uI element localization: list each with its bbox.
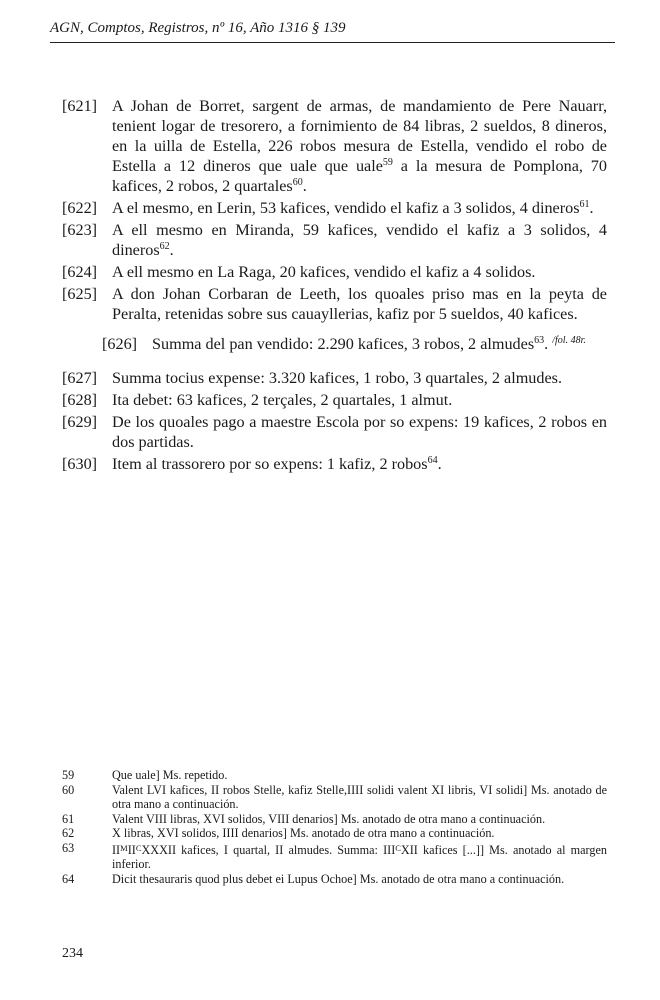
entries <box>62 96 607 476</box>
entry-625 <box>62 284 607 324</box>
entry-text: Summa tocius expense: 3.320 kafices, 1 robo, 3 quartales, 2 almudes. <box>112 369 563 387</box>
entry-number: [627] <box>62 369 98 387</box>
entry-number: [625] <box>62 285 98 303</box>
entry-text: A Johan de Borret, sargent de armas, de mandamiento de Pere Nauarr, tenient logar de tresorero, a fornimiento de 84 libras, 2 sueldos, 8 dineros, en la uilla de Estella, 226 robos mesura de Estella, vendido el robo de Estella a 12 dineros que uale que uale$^{59}$ a la mesura de Pomplona, 70 kafices, 2 robos, 2 quartales$^{60}$. <box>112 97 607 195</box>
footnote-text: X libras, XVI solidos, IIII denarios] Ms. anotado de otra mano a continuación. <box>112 826 495 840</box>
entry-text: A ell mesmo en La Raga, 20 kafices, vendido el kafiz a 4 solidos. <box>112 263 536 281</box>
footnote-number: 62 <box>62 826 75 840</box>
entry-text: Item al trassorero por so expens: 1 kafiz, 2 robos$^{64}$. <box>112 455 442 473</box>
footnote-number: 59 <box>62 768 75 782</box>
footnote-text: Valent VIII libras, XVI solidos, VIII denarios] Ms. anotado de otra mano a continuación. <box>112 811 546 826</box>
entry-628 <box>62 390 607 410</box>
entry-629 <box>62 412 607 452</box>
entry-text: De los quoales pago a maestre Escola por so expens: 19 kafices, 2 robos en dos partidas. <box>112 413 607 451</box>
entry-624 <box>62 262 607 282</box>
footnotes <box>62 768 607 886</box>
footnote-61 <box>62 812 607 827</box>
entry-number: [621] <box>62 97 98 115</box>
entry-621 <box>62 96 607 196</box>
entry-number: [624] <box>62 263 98 281</box>
entry-622 <box>62 198 607 218</box>
footnote-ref[interactable]: 62 <box>159 241 170 252</box>
footnote-62 <box>62 826 607 841</box>
entry-number: [626] <box>102 335 138 353</box>
footnote-number: 63 <box>62 840 75 855</box>
entry-number: [629] <box>62 413 98 431</box>
footnote-59 <box>62 768 607 783</box>
entry-627 <box>62 368 607 388</box>
footnote-text: Que uale] Ms. repetido. <box>112 768 228 782</box>
footnote-64 <box>62 872 607 887</box>
entry-number: [630] <box>62 455 98 473</box>
entry-number: [628] <box>62 391 98 409</box>
header-rule <box>50 42 615 43</box>
folio-mark: /fol. 48r. <box>552 335 586 346</box>
entry-626 <box>102 334 607 354</box>
footnote-ref[interactable]: 64 <box>427 455 438 466</box>
footnote-number: 64 <box>62 871 75 886</box>
entry-text: A ell mesmo en Miranda, 59 kafices, vendido el kafiz a 3 solidos, 4 dineros$^{62}$. <box>112 221 607 259</box>
entry-text: A don Johan Corbaran de Leeth, los quoales priso mas en la peyta de Peralta, retenidas sobre sus cauayllerias, kafiz por 5 sueldos, 40 kafices. <box>112 285 607 323</box>
footnote-ref[interactable]: 59 <box>382 157 393 168</box>
entry-number: [622] <box>62 199 98 217</box>
page-number: 234 <box>62 946 83 961</box>
footnote-number: 61 <box>62 811 75 826</box>
footnote-ref[interactable]: 63 <box>534 335 545 346</box>
entry-623 <box>62 220 607 260</box>
footnote-63 <box>62 841 607 872</box>
footnote-text: Dicit thesauraris quod plus debet ei Lupus Ochoe] Ms. anotado de otra mano a continuación. <box>112 871 565 886</box>
footnote-ref[interactable]: 60 <box>292 177 303 188</box>
footnote-number: 60 <box>62 782 75 797</box>
entry-text: Ita debet: 63 kafices, 2 terçales, 2 quartales, 1 almut. <box>112 391 453 409</box>
footnote-text: Valent LVI kafices, II robos Stelle, kafiz Stelle,IIII solidi valent XI libris, VI solidi] Ms. anotado de otra mano a continuación. <box>112 782 607 811</box>
footnote-60 <box>62 783 607 812</box>
running-header: AGN, Comptos, Registros, nº 16, Año 1316 § 139 <box>50 20 346 36</box>
entry-number: [623] <box>62 221 98 239</box>
footnote-text: $II^MII^CXXXII$ kafices, I quartal, II almudes. Summa: $III^CXII$ kafices [...]] Ms. anotado al margen inferior. <box>112 842 607 871</box>
entry-text: Summa del pan vendido: 2.290 kafices, 3 robos, 2 almudes$^{63}$. $^{/fol. 48r.}$ <box>152 335 586 353</box>
entry-630 <box>62 454 607 474</box>
entry-text: A el mesmo, en Lerin, 53 kafices, vendido el kafiz a 3 solidos, 4 dineros$^{61}$. <box>112 199 594 217</box>
footnote-ref[interactable]: 61 <box>579 199 590 210</box>
